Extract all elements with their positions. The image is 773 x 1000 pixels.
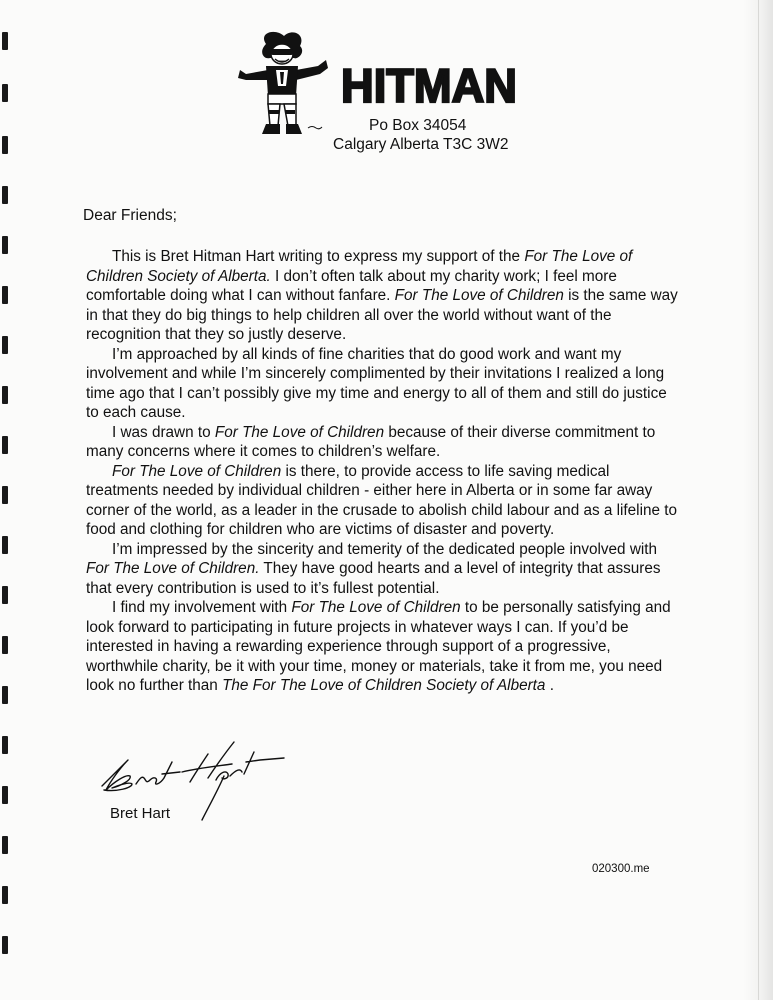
- letter-body: [86, 247, 681, 696]
- p1-text-e: is the same way in that they do big things to help children all over the world without want of the recognition that they so justly deserve.: [86, 287, 678, 343]
- paragraph-5: [86, 540, 681, 599]
- p3-text-c: because of their diverse commitment to many concerns where it comes to children’s welfare.: [86, 423, 656, 460]
- p6-text-c: to be personally satisfying and look forward to participating in future projects in whatever ways I can. If you’d be interested in having a rewarding experience through support of a progressive, worthwhile charity, be it with your time, money or materials, take it from me, you need look no further than: [86, 599, 671, 694]
- paragraph-3: [86, 423, 681, 462]
- p6-text-e: .: [545, 677, 554, 694]
- signer-name: Bret Hart: [110, 805, 171, 822]
- p1-charity-name: For The Love of Children: [394, 287, 564, 304]
- paragraph-2: I’m approached by all kinds of fine charities that do good work and want my involvement and while I’m sincerely complimented by their invitations I realized a long time ago that I can’t possibly give my time and energy to all of them and still do justice to each cause.: [86, 345, 667, 421]
- p4-text-b: is there, to provide access to life saving medical treatments needed by individual children - either here in Alberta or in some far away corner of the world, as a leader in the crusade to abolish child labour and as a lifeline to food and clothing for children who are victims of disaster and poverty.: [86, 462, 677, 538]
- address-city-postal: Calgary Alberta T3C 3W2: [333, 136, 509, 153]
- address-po-box: Po Box 34054: [369, 117, 467, 134]
- p3-charity-name: For The Love of Children: [214, 423, 385, 441]
- p4-charity-name: For The Love of Children: [112, 462, 282, 480]
- paragraph-4: [86, 462, 681, 540]
- p6-text-a: I find my involvement with: [112, 599, 292, 616]
- hitman-cartoon-logo: [236, 30, 331, 140]
- page-edge-line: [758, 0, 759, 1000]
- p5-text-a: I’m impressed by the sincerity and temerity of the dedicated people involved with: [112, 540, 658, 558]
- svg-text:HITMAN: HITMAN: [341, 59, 517, 108]
- p1-text-a: This is Bret Hitman Hart writing to express my support of the: [112, 248, 525, 265]
- p6-society-name: The For The Love of Children Society of Alberta: [222, 677, 546, 694]
- letterhead-address: [333, 116, 508, 154]
- p5-text-c: They have good hearts and a level of integrity that assures that every contribution is used to it’s fullest potential.: [86, 560, 661, 597]
- p1-society-name: For The Love of Children Society of Alberta.: [86, 248, 633, 285]
- paragraph-1: [86, 247, 681, 345]
- p5-charity-name: For The Love of Children.: [86, 560, 260, 577]
- p1-text-c: I don’t often talk about my charity work; I feel more comfortable doing what I can without fanfare.: [86, 267, 617, 304]
- p6-charity-name: For The Love of Children: [291, 599, 461, 616]
- greeting: Dear Friends;: [83, 207, 177, 224]
- p3-text-a: I was drawn to: [112, 423, 215, 441]
- spiral-binding-holes: [0, 0, 14, 1000]
- paragraph-6: [86, 598, 681, 696]
- hitman-wordmark: [339, 56, 519, 108]
- document-reference-code: 020300.me: [592, 863, 650, 875]
